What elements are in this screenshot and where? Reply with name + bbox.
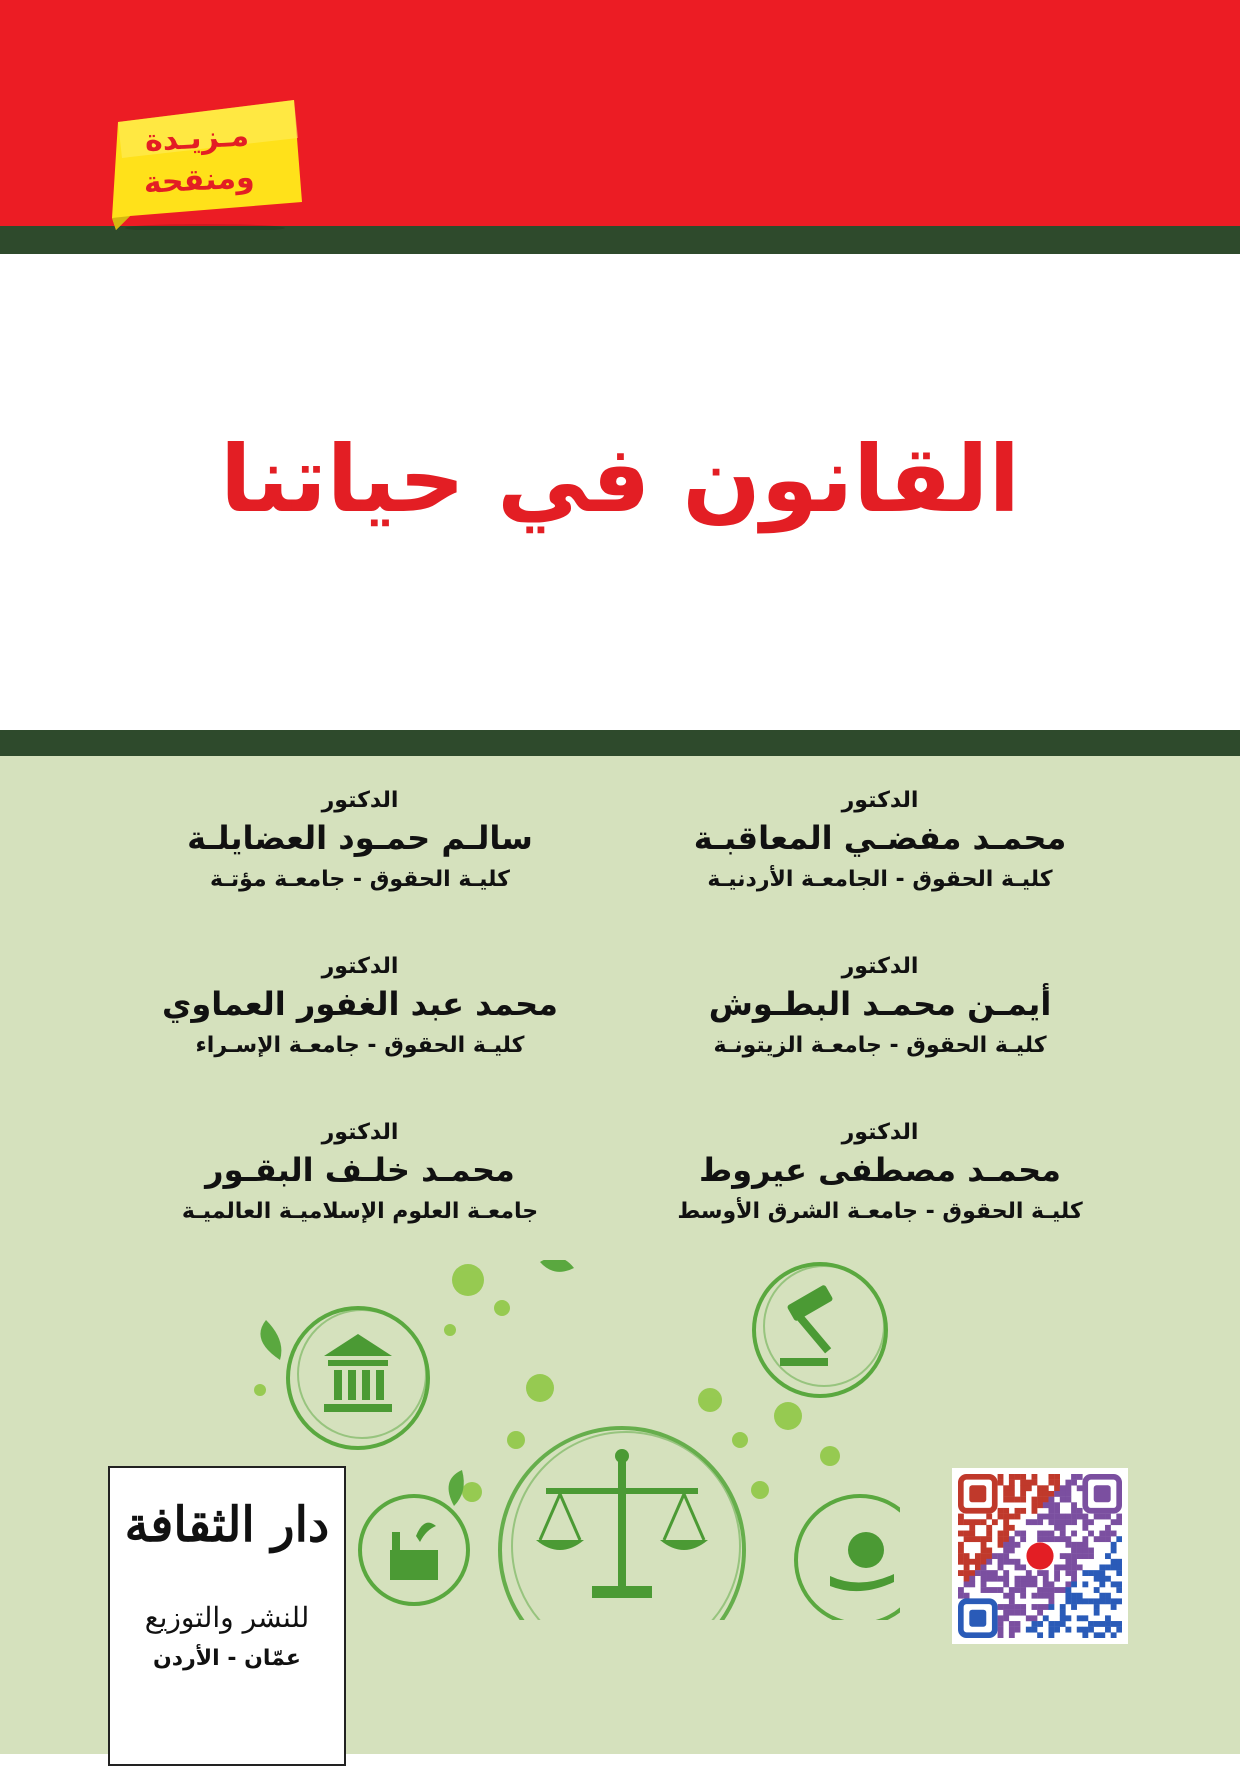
author-role: الدكتور: [321, 954, 399, 979]
scales-of-justice-icon: [536, 1449, 708, 1598]
divider-green-stripe: [0, 730, 1240, 756]
author-affiliation: كليـة الحقوق - جامعـة مؤتـة: [210, 867, 510, 892]
author-role: الدكتور: [841, 1120, 919, 1145]
author-name: سالـم حمـود العضايلـة: [187, 819, 533, 857]
publisher-logo: [108, 1466, 346, 1766]
publisher-name: دار الثقافة: [124, 1497, 330, 1553]
author-name: محمـد خلـف البقـور: [205, 1151, 515, 1189]
author-3: [640, 952, 1120, 1066]
author-name: محمد عبد الغفور العماوي: [162, 985, 558, 1023]
author-4: [120, 952, 600, 1066]
hand-globe-icon: [830, 1532, 894, 1591]
author-1: [640, 786, 1120, 900]
qr-code: [952, 1468, 1128, 1644]
author-affiliation: كليـة الحقوق - جامعـة الزيتونـة: [713, 1033, 1047, 1058]
badge-line-1: مـزيـدة: [143, 118, 250, 159]
author-affiliation: كليـة الحقوق - جامعـة الإسـراء: [195, 1033, 525, 1058]
author-6: [120, 1118, 600, 1232]
courthouse-icon: [324, 1334, 392, 1412]
factory-plant-icon: [390, 1523, 438, 1580]
badge-line-2: ومنقحة: [142, 160, 256, 201]
author-role: الدكتور: [841, 954, 919, 979]
author-role: الدكتور: [321, 788, 399, 813]
author-name: محمـد مصطفى عيروط: [699, 1151, 1061, 1189]
author-2: [120, 786, 600, 900]
book-title: القانون في حياتنا: [219, 426, 1020, 533]
publisher-location: عمّان - الأردن: [153, 1646, 301, 1671]
author-name: محمـد مفضـي المعاقبـة: [693, 819, 1067, 857]
author-affiliation: كليـة الحقوق - جامعـة الشرق الأوسط: [677, 1199, 1083, 1224]
edition-badge-text: [116, 114, 280, 206]
author-role: الدكتور: [321, 1120, 399, 1145]
qr-code-icon: [958, 1474, 1122, 1638]
header-green-stripe: [0, 226, 1240, 254]
publisher-subtitle: للنشر والتوزيع: [144, 1601, 310, 1634]
gavel-icon: [780, 1284, 834, 1366]
author-role: الدكتور: [841, 788, 919, 813]
author-affiliation: كليـة الحقوق - الجامعـة الأردنيـة: [707, 867, 1053, 892]
author-affiliation: جامعـة العلوم الإسلاميـة العالميـة: [181, 1199, 539, 1224]
author-name: أيمـن محمـد البطـوش: [708, 985, 1052, 1023]
author-5: [640, 1118, 1120, 1232]
